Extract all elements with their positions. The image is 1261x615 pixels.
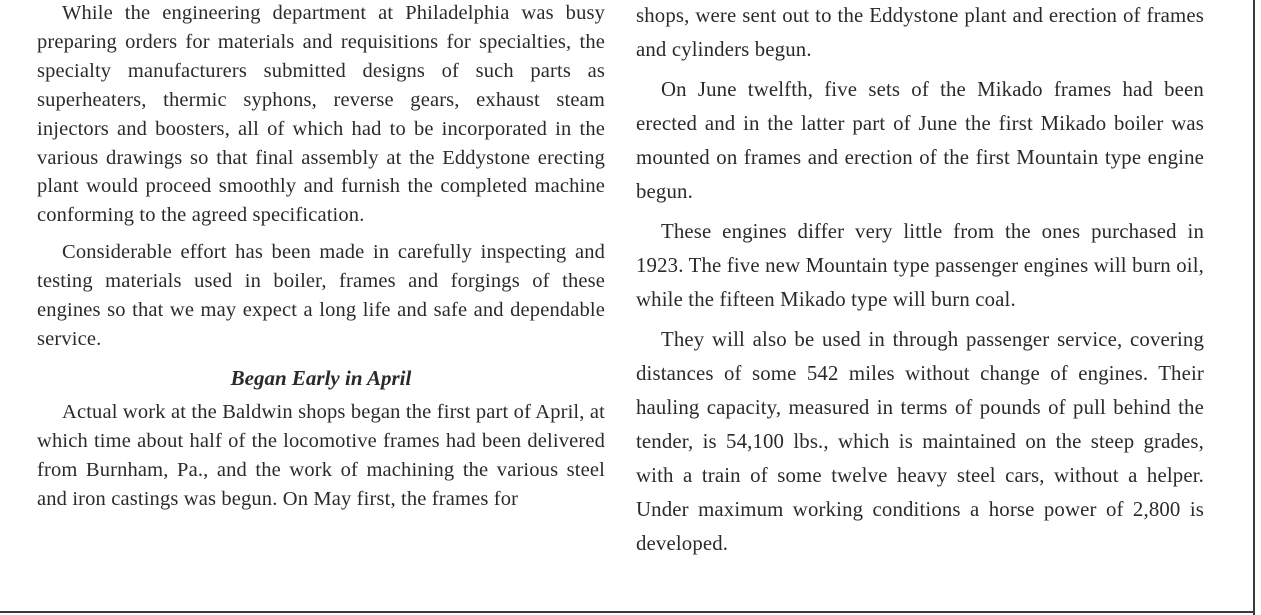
left-column [37, 0, 605, 514]
paragraph-inspection-effort: Considerable effort has been made in carefully inspecting and testing materials used in boiler, frames and forgings of these engines so that we may expect a long life and safe and dependable service. [37, 241, 605, 350]
paragraph-passenger-service: They will also be used in through passenger service, covering distances of some 542 miles without change of engines. Their hauling capacity, measured in terms of pounds of pull behind the tender, is 54,100 lbs., which is maintained on the steep grades, with a train of some twelve heavy steel cars, without a helper. Under maximum working conditions a horse power of 2,800 is developed. [636, 328, 1204, 555]
paragraph-gap [37, 230, 605, 238]
paragraph-engineering-department: While the engineering department at Philadelphia was busy preparing orders for materials and requisitions for specialties, the specialty manufacturers submitted designs of such parts as superheaters, thermic syphons, reverse gears, exhaust steam injectors and boosters, all of which had to be incorporated in the various drawings so that final assembly at the Eddystone erecting plant would proceed smoothly and furnish the completed machine conforming to the agreed specification. [37, 2, 605, 227]
right-column [636, 0, 1204, 561]
paragraph-continuation: shops, were sent out to the Eddystone plant and erection of frames and cylinders begun. [636, 4, 1204, 61]
paragraph-june-twelfth: On June twelfth, five sets of the Mikado frames had been erected and in the latter part of June the first Mikado boiler was mounted on frames and erection of the first Mountain type engine begun. [636, 78, 1204, 203]
page-border-right [1253, 0, 1255, 615]
paragraph-actual-work: Actual work at the Baldwin shops began the first part of April, at which time about half of the locomotive frames had been delivered from Burnham, Pa., and the work of machining the various steel and iron castings was begun. On May first, the frames for [37, 400, 605, 510]
page-border-bottom [0, 611, 1255, 613]
paragraph-engines-differ: These engines differ very little from the ones purchased in 1923. The five new Mountain type passenger engines will burn oil, while the fifteen Mikado type will burn coal. [636, 220, 1204, 311]
section-heading: Began Early in April [230, 365, 412, 390]
